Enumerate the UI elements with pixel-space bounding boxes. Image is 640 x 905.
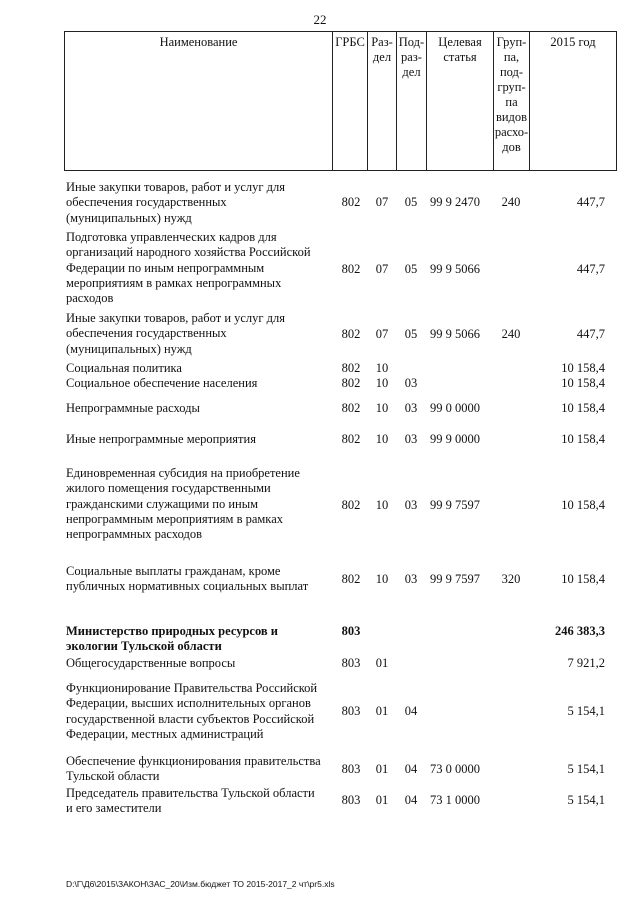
row-name: Иные закупки товаров, работ и услуг для обеспечения государственных (муниципальных) нужд <box>66 180 286 225</box>
row-podrazdel: 04 <box>404 762 418 776</box>
row-grbs: 803 <box>341 704 361 718</box>
page-number: 22 <box>313 12 327 27</box>
row-grbs: 803 <box>341 793 361 807</box>
row-grbs: 802 <box>341 262 361 276</box>
row-celevaya: 99 9 5066 <box>430 262 480 276</box>
row-razdel: 01 <box>375 793 389 807</box>
header-year: 2015 год <box>529 31 617 171</box>
row-name: Единовременная субсидия на приобретение жилого помещения государственными гражданскими служащими по иным непрограммным мероприятиям в рамках непрограммных расходов <box>66 466 300 542</box>
row-sum: 10 158,4 <box>561 361 605 375</box>
row-podrazdel: 03 <box>404 401 418 415</box>
header-grbs: ГРБС <box>332 31 367 171</box>
row-razdel: 10 <box>375 401 389 415</box>
row-name: Подготовка управленческих кадров для организаций народного хозяйства Российской Федерации по иным непрограммным мероприятиям в рамках непрограммных расходов <box>66 230 311 306</box>
row-podrazdel: 04 <box>404 704 418 718</box>
row-sum: 7 921,2 <box>567 656 605 670</box>
row-grbs: 802 <box>341 361 361 375</box>
row-razdel: 10 <box>375 432 389 446</box>
row-razdel: 07 <box>375 195 389 209</box>
header-podrazdel: Под- раз- дел <box>396 31 426 171</box>
row-celevaya: 99 9 7597 <box>430 498 480 512</box>
row-sum: 10 158,4 <box>561 432 605 446</box>
row-grbs: 802 <box>341 195 361 209</box>
row-sum: 5 154,1 <box>567 762 605 776</box>
row-sum: 5 154,1 <box>567 704 605 718</box>
row-razdel: 01 <box>375 656 389 670</box>
header-celevaya: Целевая статья <box>426 31 493 171</box>
row-name: Иные закупки товаров, работ и услуг для обеспечения государственных (муниципальных) нужд <box>66 311 286 356</box>
row-razdel: 01 <box>375 704 389 718</box>
row-podrazdel: 05 <box>404 195 418 209</box>
row-podrazdel: 04 <box>404 793 418 807</box>
row-grbs: 802 <box>341 572 361 586</box>
row-celevaya: 99 9 2470 <box>430 195 480 209</box>
row-name: Непрограммные расходы <box>66 401 200 415</box>
file-path-footer: D:\Г\Д6\2015\ЗАКОН\ЗАС_20\Изм.бюджет ТО 2015-2017_2 чт\pr5.xls <box>66 879 335 889</box>
row-sum: 447,7 <box>576 327 605 341</box>
row-grbs: 803 <box>341 656 361 670</box>
row-sum: 447,7 <box>576 262 605 276</box>
row-name: Социальные выплаты гражданам, кроме публичных нормативных социальных выплат <box>66 564 309 594</box>
header-razdel: Раз- дел <box>367 31 396 171</box>
row-podrazdel: 03 <box>404 432 418 446</box>
row-sum: 10 158,4 <box>561 401 605 415</box>
row-name: Социальная политика <box>66 361 182 375</box>
row-razdel: 10 <box>375 498 389 512</box>
row-sum: 447,7 <box>576 195 605 209</box>
row-sum: 10 158,4 <box>561 498 605 512</box>
row-name: Председатель правительства Тульской области и его заместители <box>66 786 315 816</box>
row-vid: 320 <box>501 572 521 586</box>
row-name: Министерство природных ресурсов и экологии Тульской области <box>66 624 278 654</box>
row-sum: 10 158,4 <box>561 376 605 390</box>
row-razdel: 10 <box>375 572 389 586</box>
row-podrazdel: 03 <box>404 572 418 586</box>
row-grbs: 802 <box>341 376 361 390</box>
row-name: Общегосударственные вопросы <box>66 656 236 670</box>
row-podrazdel: 03 <box>404 498 418 512</box>
row-celevaya: 99 9 0000 <box>430 432 480 446</box>
row-grbs: 802 <box>341 498 361 512</box>
row-name: Иные непрограммные мероприятия <box>66 432 256 446</box>
header-name: Наименование <box>64 31 332 171</box>
row-podrazdel: 05 <box>404 327 418 341</box>
row-grbs: 802 <box>341 327 361 341</box>
row-razdel: 07 <box>375 327 389 341</box>
row-grbs: 802 <box>341 432 361 446</box>
row-name: Функционирование Правительства Российской Федерации, высших исполнительных органов государственной власти субъектов Российской Федерации, местных администраций <box>66 681 318 741</box>
row-razdel: 07 <box>375 262 389 276</box>
row-vid: 240 <box>501 327 521 341</box>
row-grbs: 803 <box>341 762 361 776</box>
row-celevaya: 99 0 0000 <box>430 401 480 415</box>
header-vidy: Груп- па, под- груп- па видов расхо- дов <box>493 31 529 171</box>
row-celevaya: 73 1 0000 <box>430 793 480 807</box>
table-header <box>64 31 617 171</box>
row-grbs: 802 <box>341 401 361 415</box>
row-podrazdel: 05 <box>404 262 418 276</box>
row-razdel: 10 <box>375 376 389 390</box>
row-vid: 240 <box>501 195 521 209</box>
row-sum: 10 158,4 <box>561 572 605 586</box>
row-sum: 5 154,1 <box>567 793 605 807</box>
row-sum: 246 383,3 <box>555 624 605 638</box>
row-name: Социальное обеспечение населения <box>66 376 258 390</box>
row-razdel: 01 <box>375 762 389 776</box>
row-name: Обеспечение функционирования правительства Тульской области <box>66 754 321 784</box>
row-podrazdel: 03 <box>404 376 418 390</box>
row-razdel: 10 <box>375 361 389 375</box>
row-celevaya: 99 9 5066 <box>430 327 480 341</box>
row-celevaya: 99 9 7597 <box>430 572 480 586</box>
row-celevaya: 73 0 0000 <box>430 762 480 776</box>
row-grbs: 803 <box>341 624 361 638</box>
